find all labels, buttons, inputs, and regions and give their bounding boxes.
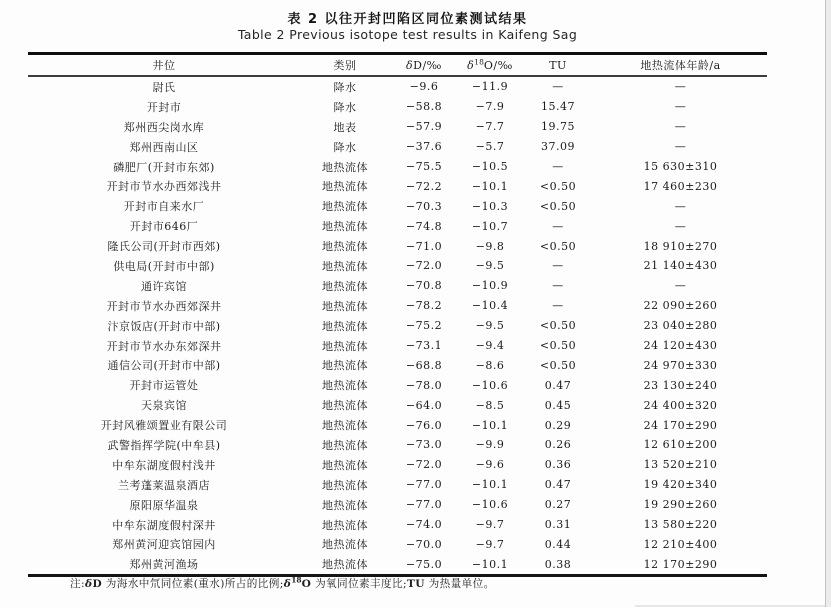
category-cell: 地热流体 <box>322 240 368 254</box>
delta-18o-value-cell: −10.7 <box>471 219 509 233</box>
delta-d-value-cell: −70.8 <box>405 279 443 293</box>
well-name-cell: 郑州西南山区 <box>129 140 199 154</box>
well-name-cell: 开封市节水办西郊浅井 <box>106 180 222 194</box>
age-value-cell: 13 580±220 <box>643 518 718 532</box>
tu-value-cell: <0.50 <box>539 179 577 193</box>
table-row <box>28 276 767 296</box>
tu-value-cell: — <box>552 259 564 273</box>
age-value-cell: 15 630±310 <box>643 160 718 173</box>
delta-d-value-cell: −74.8 <box>405 219 443 233</box>
category-cell: 地热流体 <box>322 538 368 552</box>
age-value-cell: — <box>674 100 687 114</box>
delta-d-unit: D/‰ <box>413 58 442 72</box>
delta-18o-value-cell: −8.5 <box>475 398 505 412</box>
header-geothermal-fluid-age: 地热流体年龄/a <box>594 54 767 77</box>
delta-18o-value-cell: −9.6 <box>475 458 505 472</box>
delta-d-value-cell: −72.0 <box>405 259 443 273</box>
well-name-cell: 郑州西尖岗水库 <box>123 120 205 134</box>
delta-d-value-cell: −71.0 <box>405 239 443 253</box>
tu-value-cell: — <box>552 279 564 293</box>
delta-18o-value-cell: −10.1 <box>471 557 509 571</box>
age-value-cell: — <box>674 140 687 154</box>
table-header-row <box>28 54 767 77</box>
delta-18o-value-cell: −9.5 <box>475 319 505 333</box>
category-cell: 地热流体 <box>322 438 368 452</box>
tu-value-cell: 0.26 <box>544 438 572 452</box>
table-row <box>28 296 767 316</box>
age-value-cell: 24 970±330 <box>643 358 718 372</box>
age-value-cell: 24 400±320 <box>643 398 718 412</box>
tu-value-cell: 0.47 <box>544 478 572 492</box>
delta-d-value-cell: −58.8 <box>405 100 443 114</box>
delta-18o-value-cell: −10.1 <box>471 478 509 492</box>
category-cell: 地热流体 <box>322 478 368 492</box>
table-row <box>28 415 767 435</box>
superscript-18: 18 <box>291 575 302 585</box>
delta-d-value-cell: −73.1 <box>405 339 443 353</box>
table-row <box>28 196 767 216</box>
delta-d-value-cell: −64.0 <box>405 398 443 412</box>
well-name-cell: 通许宾馆 <box>141 279 187 293</box>
tu-value-cell: 0.27 <box>544 498 572 512</box>
category-cell: 地热流体 <box>322 399 368 413</box>
well-name-cell: 开封市节水办西郊深井 <box>106 299 222 313</box>
category-cell: 地热流体 <box>322 259 368 273</box>
well-name-cell: 通信公司(开封市中部) <box>107 359 221 373</box>
well-name-cell: 开封市运管处 <box>129 379 199 393</box>
delta-d-value-cell: −73.0 <box>405 438 443 452</box>
delta-18o-value-cell: −10.6 <box>471 498 509 512</box>
delta-d-value-cell: −74.0 <box>405 518 443 532</box>
isotope-results-table <box>28 52 767 577</box>
table-row <box>28 117 767 137</box>
well-name-cell: 兰考蓬莱温泉酒店 <box>118 478 210 492</box>
age-value-cell: 22 090±260 <box>643 299 718 313</box>
header-category: 类别 <box>300 54 390 77</box>
delta-symbol: δ <box>283 578 292 590</box>
tu-value-cell: — <box>552 160 564 173</box>
delta-d-value-cell: −78.2 <box>405 299 443 313</box>
category-cell: 地热流体 <box>322 379 368 393</box>
delta-18o-value-cell: −10.1 <box>471 179 509 193</box>
delta-d-value-cell: −77.0 <box>405 478 443 492</box>
delta-18o-value-cell: −5.7 <box>475 140 505 154</box>
table-row <box>28 137 767 157</box>
table-body <box>28 76 767 576</box>
delta-18o-value-cell: −7.7 <box>475 120 505 134</box>
delta-d-value-cell: −72.2 <box>405 179 443 193</box>
tu-value-cell: 0.44 <box>544 537 572 551</box>
category-cell: 地热流体 <box>322 160 368 174</box>
tu-value-cell: <0.50 <box>539 319 577 333</box>
well-name-cell: 开封市自来水厂 <box>123 200 205 214</box>
table-row <box>28 554 767 575</box>
table-row <box>28 495 767 515</box>
table-row <box>28 236 767 256</box>
age-value-cell: 17 460±230 <box>643 179 718 193</box>
category-cell: 地热流体 <box>322 299 368 313</box>
delta-18o-value-cell: −10.5 <box>471 160 509 173</box>
well-name-cell: 隆氏公司(开封市西郊) <box>107 240 221 254</box>
age-value-cell: 24 120±430 <box>643 339 718 353</box>
age-value-cell: 19 290±260 <box>643 498 718 512</box>
delta-symbol: δ <box>84 578 93 590</box>
delta-d-value-cell: −68.8 <box>405 358 443 372</box>
superscript-18: 18 <box>474 56 484 66</box>
table-title-chinese: 表 2 以往开封凹陷区同位素测试结果 <box>287 12 528 27</box>
delta-symbol: δ <box>406 58 414 72</box>
table-row <box>28 395 767 415</box>
well-name-cell: 原阳原华温泉 <box>129 498 199 512</box>
delta-18o-value-cell: −9.7 <box>475 537 505 551</box>
delta-d-value-cell: −75.5 <box>405 160 443 173</box>
table-row <box>28 216 767 236</box>
age-value-cell: 23 040±280 <box>643 319 718 333</box>
well-name-cell: 天泉宾馆 <box>141 399 187 413</box>
delta-18o-value-cell: −8.6 <box>475 358 505 372</box>
delta-d-value-cell: −57.9 <box>405 120 443 134</box>
age-value-cell: 12 210±400 <box>643 537 718 551</box>
well-name-cell: 中牟东湖度假村深井 <box>112 518 216 532</box>
header-tu: TU <box>522 54 594 77</box>
well-name-cell: 郑州黄河迎宾馆园内 <box>112 538 216 552</box>
well-name-cell: 开封市节水办东郊深井 <box>106 339 222 353</box>
page-right-edge-line <box>825 0 831 607</box>
category-cell: 地热流体 <box>322 319 368 333</box>
table-title-english: Table 2 Previous isotope test results in Kaifeng Sag <box>237 27 578 42</box>
delta-18o-value-cell: −9.7 <box>475 518 505 532</box>
age-value-cell: — <box>674 120 687 134</box>
delta-symbol: δ <box>467 58 475 72</box>
delta-d-value-cell: −9.6 <box>409 80 439 94</box>
delta-18o-value-cell: −9.4 <box>475 339 505 353</box>
category-cell: 地热流体 <box>322 200 368 214</box>
tu-value-cell: <0.50 <box>539 358 577 372</box>
table-footnote <box>70 576 800 591</box>
age-value-cell: — <box>674 279 687 293</box>
tu-value-cell: 0.31 <box>544 518 572 532</box>
delta-d-value-cell: −76.0 <box>405 418 443 432</box>
header-delta-18o <box>458 54 522 77</box>
footnote-o-letter: O <box>301 578 312 590</box>
tu-value-cell: 0.36 <box>544 458 572 472</box>
tu-value-cell: 15.47 <box>541 100 575 114</box>
well-name-cell: 供电局(开封市中部) <box>113 259 215 273</box>
table-row <box>28 336 767 356</box>
delta-d-value-cell: −77.0 <box>405 498 443 512</box>
delta-d-value-cell: −37.6 <box>405 140 443 154</box>
age-value-cell: 12 170±290 <box>643 557 718 571</box>
category-cell: 地热流体 <box>322 419 368 433</box>
table-row <box>28 157 767 177</box>
table-row <box>28 515 767 535</box>
delta-d-value-cell: −75.2 <box>405 319 443 333</box>
well-name-cell: 中牟东湖度假村浅井 <box>112 458 216 472</box>
tu-value-cell: — <box>552 219 564 233</box>
delta-18o-value-cell: −9.9 <box>475 438 505 452</box>
footnote-text-3: 为热量单位。 <box>424 578 495 590</box>
delta-18o-unit: O/‰ <box>483 58 513 72</box>
age-value-cell: — <box>674 80 687 94</box>
delta-18o-value-cell: −10.9 <box>471 279 509 293</box>
tu-value-cell: 0.29 <box>544 418 572 432</box>
footnote-tu-term: TU <box>406 578 425 590</box>
category-cell: 降水 <box>333 80 357 94</box>
delta-18o-value-cell: −10.4 <box>471 299 509 313</box>
delta-18o-value-cell: −9.8 <box>475 239 505 253</box>
tu-value-cell: 37.09 <box>541 140 575 154</box>
delta-18o-value-cell: −10.1 <box>471 418 509 432</box>
well-name-cell: 武警指挥学院(中牟县) <box>107 438 221 452</box>
delta-18o-value-cell: −10.6 <box>471 378 509 392</box>
category-cell: 降水 <box>333 100 357 114</box>
delta-18o-value-cell: −10.3 <box>471 199 509 213</box>
table-row <box>28 256 767 276</box>
delta-d-value-cell: −72.0 <box>405 458 443 472</box>
age-value-cell: 24 170±290 <box>643 418 718 432</box>
category-cell: 地热流体 <box>322 558 368 572</box>
tu-value-cell: 0.47 <box>544 378 572 392</box>
header-well-position: 井位 <box>28 54 300 77</box>
footnote-label: 注: <box>70 578 85 590</box>
category-cell: 地热流体 <box>322 498 368 512</box>
age-value-cell: 21 140±430 <box>643 259 718 273</box>
header-delta-d <box>390 54 458 77</box>
table-row <box>28 316 767 336</box>
category-cell: 地热流体 <box>322 339 368 353</box>
well-name-cell: 郑州黄河渔场 <box>129 558 199 572</box>
delta-18o-value-cell: −7.9 <box>475 100 505 114</box>
age-value-cell: 18 910±270 <box>643 239 718 253</box>
footnote-d-letter: D <box>92 578 103 590</box>
footnote-text-1: 为海水中氘同位素(重水)所占的比例; <box>102 578 284 590</box>
delta-d-value-cell: −75.0 <box>405 557 443 571</box>
category-cell: 地热流体 <box>322 220 368 234</box>
delta-d-value-cell: −78.0 <box>405 378 443 392</box>
category-cell: 地热流体 <box>322 279 368 293</box>
table-row <box>28 455 767 475</box>
well-name-cell: 开封市 <box>146 100 182 114</box>
tu-value-cell: <0.50 <box>539 239 577 253</box>
category-cell: 地热流体 <box>322 518 368 532</box>
age-value-cell: 19 420±340 <box>643 478 718 492</box>
footnote-text-2: 为氧同位素丰度比; <box>311 578 407 590</box>
age-value-cell: 13 520±210 <box>643 458 718 472</box>
table-row <box>28 375 767 395</box>
category-cell: 地热流体 <box>322 180 368 194</box>
well-name-cell: 汴京饭店(开封市中部) <box>107 319 221 333</box>
table-row <box>28 534 767 554</box>
tu-value-cell: <0.50 <box>539 199 577 213</box>
tu-value-cell: — <box>552 80 564 94</box>
well-name-cell: 磷肥厂(开封市东郊) <box>113 160 215 174</box>
age-value-cell: 12 610±200 <box>643 438 718 452</box>
tu-value-cell: 0.38 <box>544 557 572 571</box>
table-row <box>28 435 767 455</box>
delta-18o-value-cell: −11.9 <box>471 80 509 94</box>
tu-value-cell: 19.75 <box>541 120 575 134</box>
age-value-cell: — <box>674 219 687 233</box>
delta-d-value-cell: −70.3 <box>405 199 443 213</box>
category-cell: 地表 <box>333 120 357 134</box>
table-row <box>28 355 767 375</box>
well-name-cell: 尉氏 <box>152 80 176 94</box>
well-name-cell: 开封市646厂 <box>129 220 199 234</box>
category-cell: 地热流体 <box>322 458 368 472</box>
delta-d-value-cell: −70.0 <box>405 537 443 551</box>
table-row <box>28 475 767 495</box>
table-row <box>28 76 767 97</box>
tu-value-cell: 0.45 <box>544 398 572 412</box>
table-row <box>28 97 767 117</box>
table-row <box>28 176 767 196</box>
well-name-cell: 开封风雅颂置业有限公司 <box>100 419 228 433</box>
tu-value-cell: <0.50 <box>539 339 577 353</box>
delta-18o-value-cell: −9.5 <box>475 259 505 273</box>
age-value-cell: — <box>674 199 687 213</box>
category-cell: 地热流体 <box>322 359 368 373</box>
tu-value-cell: — <box>552 299 564 313</box>
category-cell: 降水 <box>333 140 357 154</box>
age-value-cell: 23 130±240 <box>643 378 718 392</box>
